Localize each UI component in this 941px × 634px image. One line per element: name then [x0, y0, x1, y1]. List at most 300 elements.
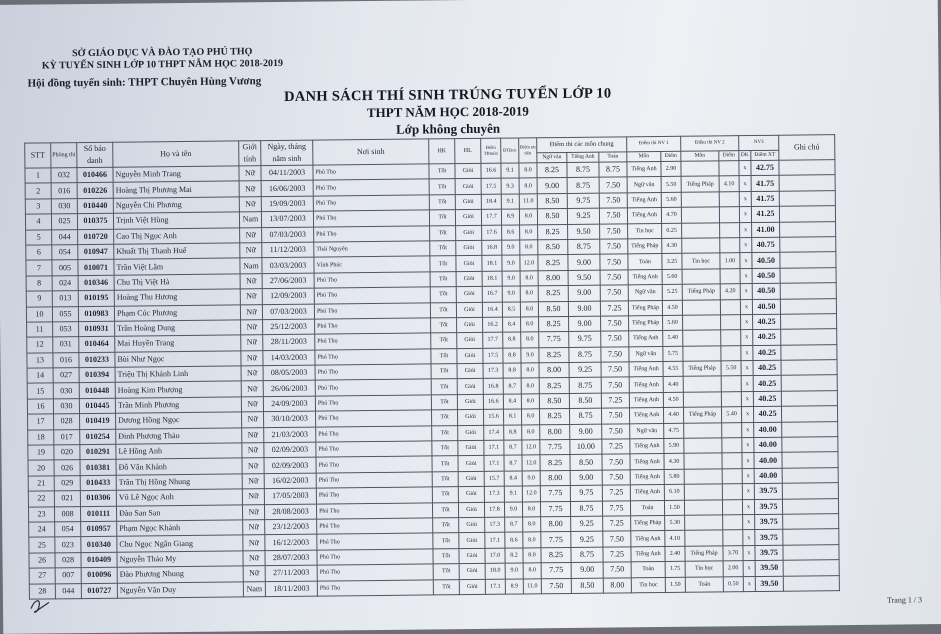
- nv1-subject-cell: Tiếng Anh: [629, 408, 663, 424]
- hl-cell: Giỏi: [457, 379, 483, 395]
- xt-cell: 39.75: [755, 530, 783, 546]
- gender-cell: Nữ: [240, 289, 262, 305]
- nv2-score-cell: 4.10: [719, 176, 739, 192]
- nv2-subject-cell: Tiếng Pháp: [685, 546, 723, 562]
- note-cell: [782, 421, 838, 437]
- nv1-score-cell: 4.40: [663, 408, 683, 424]
- hk-cell: Tốt: [429, 179, 455, 195]
- xt-cell: 40.75: [752, 237, 780, 253]
- stt-cell: 8: [26, 276, 52, 292]
- nv1-subject-cell: Tiếng Anh: [630, 469, 664, 485]
- nv2-score-cell: [721, 330, 741, 346]
- xt-cell: 40.00: [754, 453, 782, 469]
- room-cell: 030: [53, 398, 79, 414]
- eng-cell: 9.00: [568, 285, 600, 301]
- dob-cell: 12/09/2003: [262, 288, 314, 304]
- note-cell: [779, 175, 835, 191]
- tbcn-cell: 8.7: [503, 378, 521, 394]
- xt-cell: 39.75: [755, 514, 783, 530]
- col-math: Toán: [599, 152, 627, 162]
- stt-cell: 22: [28, 491, 54, 507]
- nv1-score-cell: 2.90: [661, 161, 681, 177]
- avg-cell: 17.3: [483, 363, 503, 379]
- note-cell: [779, 206, 835, 222]
- nv1-subject-cell: Tiếng Anh: [630, 485, 664, 501]
- stt-cell: 25: [29, 537, 55, 553]
- stt-cell: 21: [28, 476, 54, 492]
- table-body: [25, 160, 839, 599]
- bonus-cell: 8.0: [521, 317, 539, 333]
- xt-cell: 41.75: [751, 176, 779, 192]
- lit-cell: 7.75: [540, 486, 570, 502]
- name-cell: Trần Minh Phương: [115, 397, 241, 414]
- stt-cell: 24: [29, 522, 55, 538]
- sbd-cell: 010394: [79, 367, 115, 383]
- tbcn-cell: 8.8: [503, 363, 521, 379]
- avg-cell: 17.1: [485, 579, 505, 595]
- nv2-subject-cell: Tiếng Pháp: [683, 361, 721, 377]
- tbcn-cell: 8.6: [505, 532, 523, 548]
- gender-cell: Nữ: [239, 196, 261, 212]
- name-cell: Chu Thị Việt Hà: [114, 274, 240, 291]
- math-cell: 7.50: [601, 408, 629, 424]
- nv2-score-cell: [721, 392, 741, 408]
- nv2-score-cell: [722, 468, 742, 484]
- math-cell: 7.50: [601, 316, 629, 332]
- room-cell: 021: [54, 491, 80, 507]
- bonus-cell: 8.0: [519, 209, 537, 225]
- eng-cell: 9.50: [568, 270, 600, 286]
- nv2-score-cell: [723, 515, 743, 531]
- xt-cell: 40.50: [752, 253, 780, 269]
- eng-cell: 8.50: [569, 393, 601, 409]
- dk-cell: x: [741, 314, 753, 330]
- avg-cell: 15.6: [483, 409, 503, 425]
- dk-cell: x: [741, 407, 753, 423]
- sbd-cell: 010419: [80, 413, 116, 429]
- gender-cell: Nữ: [243, 550, 265, 566]
- xt-cell: 40.50: [752, 268, 780, 284]
- hk-cell: Tốt: [431, 364, 457, 380]
- xt-cell: 39.75: [754, 483, 782, 499]
- nv2-score-cell: [719, 207, 739, 223]
- name-cell: Khuất Thị Thanh Huế: [114, 243, 240, 260]
- nv2-score-cell: 5.40: [721, 407, 741, 423]
- name-cell: Dương Hồng Ngọc: [116, 412, 242, 429]
- nv1-subject-cell: Tiếng Pháp: [629, 315, 663, 331]
- avg-cell: 16.6: [483, 394, 503, 410]
- pob-cell: Phú Thọ: [316, 503, 432, 520]
- hl-cell: Giỏi: [458, 487, 484, 503]
- bonus-cell: 12.0: [522, 440, 540, 456]
- nv2-subject-cell: [681, 161, 719, 177]
- stt-cell: 11: [27, 322, 53, 338]
- dk-cell: x: [741, 391, 753, 407]
- nv1-score-cell: 4.75: [664, 423, 684, 439]
- hk-cell: Tốt: [430, 225, 456, 241]
- eng-cell: 8.75: [567, 178, 599, 194]
- bonus-cell: 9.0: [522, 471, 540, 487]
- eng-cell: 9.00: [570, 424, 602, 440]
- avg-cell: 18.1: [482, 271, 502, 287]
- avg-cell: 18.4: [481, 194, 501, 210]
- room-cell: 023: [55, 537, 81, 553]
- note-cell: [783, 529, 839, 545]
- xt-cell: 40.50: [752, 283, 780, 299]
- tbcn-cell: 9.0: [504, 502, 522, 518]
- room-cell: 007: [55, 568, 81, 584]
- org-name: SỞ GIÁO DỤC VÀ ĐÀO TẠO PHÚ THỌ: [72, 46, 253, 60]
- avg-cell: 17.8: [484, 502, 504, 518]
- nv2-subject-cell: [684, 484, 722, 500]
- nv2-score-cell: 0.50: [723, 576, 743, 592]
- nv2-subject-cell: Tin học: [682, 253, 720, 269]
- name-cell: Phạm Cúc Phương: [114, 304, 240, 321]
- sbd-cell: 010433: [80, 475, 116, 491]
- bonus-cell: 8.0: [523, 563, 541, 579]
- note-cell: [781, 375, 837, 391]
- room-cell: 030: [51, 198, 77, 214]
- tbcn-cell: 8.1: [503, 409, 521, 425]
- math-cell: 7.25: [600, 300, 628, 316]
- eng-cell: 9.00: [569, 316, 601, 332]
- dob-cell: 19/09/2003: [261, 196, 313, 212]
- name-cell: Trần Hoàng Dung: [115, 320, 241, 337]
- gender-cell: Nữ: [241, 350, 263, 366]
- dob-cell: 17/05/2003: [264, 488, 316, 504]
- nv1-subject-cell: Ngữ văn: [628, 285, 662, 301]
- lit-cell: 8.00: [540, 470, 570, 486]
- col-nv1-subject: Môn: [627, 152, 661, 162]
- nv1-score-cell: 4.10: [665, 531, 685, 547]
- lit-cell: 8.25: [540, 455, 570, 471]
- bonus-cell: 8.0: [522, 424, 540, 440]
- xt-cell: 41.25: [751, 206, 779, 222]
- sbd-cell: 010291: [80, 444, 116, 460]
- col-sbd: Số báo danh: [77, 142, 113, 167]
- gender-cell: Nữ: [242, 504, 264, 520]
- hl-cell: Giỏi: [455, 194, 481, 210]
- pob-cell: Phú Thọ: [314, 302, 430, 319]
- nv1-score-cell: 2.40: [665, 546, 685, 562]
- nv1-subject-cell: Ngữ văn: [627, 177, 661, 193]
- stt-cell: 4: [25, 214, 51, 230]
- stt-cell: 15: [27, 383, 53, 399]
- sbd-cell: 010226: [77, 183, 113, 199]
- gender-cell: Nữ: [243, 520, 265, 536]
- nv1-score-cell: 1.50: [664, 500, 684, 516]
- nv1-subject-cell: Ngữ văn: [629, 346, 663, 362]
- sbd-cell: 010409: [81, 552, 117, 568]
- gender-cell: Nữ: [239, 166, 261, 182]
- math-cell: 7.50: [600, 254, 628, 270]
- eng-cell: 8.75: [568, 239, 600, 255]
- document-title: DANH SÁCH THÍ SINH TRÚNG TUYỂN LỚP 10: [283, 85, 612, 105]
- hk-cell: Tốt: [430, 256, 456, 272]
- avg-cell: 17.3: [484, 486, 504, 502]
- sbd-cell: 010957: [81, 521, 117, 537]
- nv2-subject-cell: [681, 207, 719, 223]
- council-name: Hội đồng tuyển sinh: THPT Chuyên Hùng Vương: [27, 75, 262, 90]
- tbcn-cell: 8.8: [504, 425, 522, 441]
- dob-cell: 16/06/2003: [261, 181, 313, 197]
- tbcn-cell: 9.0: [505, 563, 523, 579]
- gender-cell: Nữ: [242, 412, 264, 428]
- avg-cell: 15.7: [484, 471, 504, 487]
- tbcn-cell: 8.9: [501, 209, 519, 225]
- name-cell: Cao Thị Ngọc Anh: [114, 227, 240, 244]
- avg-cell: 17.1: [484, 456, 504, 472]
- bonus-cell: 8.0: [523, 532, 541, 548]
- tbcn-cell: 8.7: [505, 517, 523, 533]
- nv2-subject-cell: [681, 192, 719, 208]
- col-nv2-score: Điểm: [719, 151, 739, 161]
- nv2-score-cell: [719, 191, 739, 207]
- sbd-cell: 010381: [80, 460, 116, 476]
- pob-cell: Phú Thọ: [316, 441, 432, 458]
- room-cell: 054: [55, 522, 81, 538]
- avg-cell: 17.4: [484, 425, 504, 441]
- math-cell: 8.00: [603, 577, 631, 593]
- hl-cell: Giỏi: [458, 471, 484, 487]
- nv1-subject-cell: Tiếng Pháp: [631, 515, 665, 531]
- avg-cell: 17.0: [485, 548, 505, 564]
- tbcn-cell: 8.4: [503, 317, 521, 333]
- bonus-cell: 8.0: [519, 178, 537, 194]
- name-cell: Hoàng Thu Hương: [114, 289, 240, 306]
- xt-cell: 41.00: [752, 222, 780, 238]
- eng-cell: 9.25: [571, 532, 603, 548]
- note-cell: [782, 437, 838, 453]
- pob-cell: Phú Thọ: [315, 333, 431, 350]
- lit-cell: 8.25: [541, 547, 571, 563]
- hk-cell: Tốt: [431, 348, 457, 364]
- stt-cell: 16: [27, 399, 53, 415]
- note-cell: [780, 298, 836, 314]
- tbcn-cell: 8.4: [503, 394, 521, 410]
- hk-cell: Tốt: [432, 471, 458, 487]
- gender-cell: Nữ: [239, 181, 261, 197]
- col-dk: ĐK: [739, 151, 751, 161]
- math-cell: 7.50: [601, 362, 629, 378]
- lit-cell: 8.50: [538, 239, 568, 255]
- nv2-subject-cell: [684, 438, 722, 454]
- hk-cell: Tốt: [433, 579, 459, 595]
- pob-cell: Phú Thọ: [314, 272, 430, 289]
- hl-cell: Giỏi: [457, 333, 483, 349]
- nv1-score-cell: 4.50: [662, 300, 682, 316]
- nv1-subject-cell: Tiếng Anh: [631, 531, 665, 547]
- note-cell: [783, 575, 839, 591]
- bonus-cell: 8.0: [521, 332, 539, 348]
- hl-cell: Giỏi: [458, 502, 484, 518]
- lit-cell: 7.75: [541, 563, 571, 579]
- dob-cell: 24/09/2003: [263, 396, 315, 412]
- nv2-subject-cell: Tiếng Pháp: [683, 407, 721, 423]
- dk-cell: x: [740, 253, 752, 269]
- stt-cell: 12: [27, 337, 53, 353]
- pob-cell: Phú Thọ: [316, 487, 432, 504]
- nv1-score-cell: 5.75: [663, 346, 683, 362]
- pob-cell: Phú Thọ: [317, 564, 433, 581]
- nv1-subject-cell: Toán: [628, 254, 662, 270]
- room-cell: 013: [52, 291, 78, 307]
- room-cell: 032: [51, 168, 77, 184]
- xt-cell: 40.25: [753, 406, 781, 422]
- stt-cell: 10: [26, 306, 52, 322]
- name-cell: Đỗ Vân Khánh: [116, 458, 242, 475]
- col-eng: Tiếng Anh: [567, 153, 599, 163]
- hk-cell: Tốt: [431, 410, 457, 426]
- nv2-subject-cell: Tiếng Pháp: [681, 176, 719, 192]
- pob-cell: Phú Thọ: [315, 379, 431, 396]
- avg-cell: 17.1: [484, 440, 504, 456]
- dob-cell: 04/11/2003: [261, 165, 313, 181]
- col-lit: Ngữ văn: [537, 153, 567, 163]
- pob-cell: Phú Thọ: [315, 364, 431, 381]
- col-pob: Nơi sinh: [313, 139, 429, 165]
- nv2-subject-cell: [683, 315, 721, 331]
- xt-cell: 39.75: [755, 545, 783, 561]
- bonus-cell: 8.0: [520, 301, 538, 317]
- nv2-score-cell: 5.50: [721, 361, 741, 377]
- xt-cell: 40.25: [753, 376, 781, 392]
- pob-cell: Phú Thọ: [315, 349, 431, 366]
- lit-cell: 8.50: [538, 301, 568, 317]
- sbd-cell: 010346: [78, 275, 114, 291]
- room-cell: 031: [53, 337, 79, 353]
- room-cell: 053: [53, 322, 79, 338]
- dob-cell: 13/07/2003: [261, 211, 313, 227]
- sbd-cell: 010464: [79, 337, 115, 353]
- note-cell: [779, 160, 835, 176]
- tbcn-cell: 8.7: [504, 440, 522, 456]
- note-cell: [783, 544, 839, 560]
- math-cell: 7.25: [602, 439, 630, 455]
- nv1-subject-cell: Tin học: [628, 223, 662, 239]
- nv2-subject-cell: [682, 269, 720, 285]
- dk-cell: x: [742, 468, 754, 484]
- lit-cell: 8.25: [538, 286, 568, 302]
- room-cell: 016: [53, 352, 79, 368]
- col-nv2: Điểm thi NV 2: [681, 136, 739, 152]
- col-stt: STT: [25, 143, 51, 168]
- avg-cell: 18.0: [485, 563, 505, 579]
- nv2-score-cell: 2.00: [723, 561, 743, 577]
- tbcn-cell: 9.0: [502, 271, 520, 287]
- sbd-cell: 010931: [79, 321, 115, 337]
- gender-cell: Nữ: [240, 273, 262, 289]
- pob-cell: Phú Thọ: [316, 472, 432, 489]
- sbd-cell: 010195: [78, 290, 114, 306]
- bonus-cell: 8.0: [523, 548, 541, 564]
- nv2-score-cell: [722, 484, 742, 500]
- nv1-score-cell: 5.60: [663, 315, 683, 331]
- pob-cell: Phú Thọ: [316, 410, 432, 427]
- nv1-score-cell: 5.30: [665, 515, 685, 531]
- hl-cell: Giỏi: [456, 271, 482, 287]
- hl-cell: Giỏi: [459, 579, 485, 595]
- tbcn-cell: 8.8: [503, 332, 521, 348]
- dob-cell: 18/11/2003: [265, 581, 317, 597]
- hl-cell: Giỏi: [458, 425, 484, 441]
- pob-cell: Phú Thọ: [317, 579, 433, 596]
- dk-cell: x: [742, 499, 754, 515]
- nv1-score-cell: 1.50: [665, 577, 685, 593]
- stt-cell: 7: [26, 260, 52, 276]
- nv1-score-cell: 1.75: [665, 561, 685, 577]
- math-cell: 7.50: [601, 331, 629, 347]
- avg-cell: 16.4: [482, 302, 502, 318]
- pob-cell: Phú Thọ: [317, 518, 433, 535]
- hl-cell: Giỏi: [457, 363, 483, 379]
- pob-cell: Phú Thọ: [314, 225, 430, 242]
- nv1-subject-cell: Tiếng Anh: [629, 392, 663, 408]
- lit-cell: 7.75: [540, 501, 570, 517]
- xt-cell: 39.50: [755, 576, 783, 592]
- bonus-cell: 8.0: [522, 501, 540, 517]
- gender-cell: Nữ: [241, 320, 263, 336]
- sbd-cell: 010375: [77, 213, 113, 229]
- lit-cell: 8.25: [538, 224, 568, 240]
- sbd-cell: 010983: [78, 306, 114, 322]
- sbd-cell: 010466: [77, 167, 113, 183]
- dob-cell: 02/09/2003: [264, 442, 316, 458]
- room-cell: 028: [55, 552, 81, 568]
- nv2-score-cell: [723, 530, 743, 546]
- nv2-score-cell: [719, 161, 739, 177]
- name-cell: Triệu Thị Khánh Linh: [115, 366, 241, 383]
- hl-cell: Giỏi: [459, 548, 485, 564]
- avg-cell: 16.7: [482, 286, 502, 302]
- eng-cell: 8.75: [569, 408, 601, 424]
- name-cell: Mai Huyền Trang: [115, 335, 241, 352]
- eng-cell: 10.00: [570, 439, 602, 455]
- hk-cell: Tốt: [429, 194, 455, 210]
- dk-cell: x: [741, 361, 753, 377]
- dk-cell: x: [741, 330, 753, 346]
- dk-cell: x: [740, 268, 752, 284]
- nv1-subject-cell: Tiếng Anh: [629, 362, 663, 378]
- hk-cell: Tốt: [430, 241, 456, 257]
- nv1-subject-cell: Tiếng Anh: [628, 269, 662, 285]
- name-cell: Vũ Lê Ngọc Anh: [116, 489, 242, 506]
- dob-cell: 30/10/2003: [264, 411, 316, 427]
- nv2-score-cell: [722, 499, 742, 515]
- note-cell: [780, 237, 836, 253]
- col-name: Họ và tên: [113, 141, 239, 167]
- nv2-subject-cell: [682, 238, 720, 254]
- hk-cell: Tốt: [433, 564, 459, 580]
- stt-cell: 13: [27, 353, 53, 369]
- gender-cell: Nữ: [242, 458, 264, 474]
- xt-cell: 41.75: [751, 191, 779, 207]
- col-tbcn: ĐTBcn: [501, 138, 519, 163]
- gender-cell: Nữ: [240, 227, 262, 243]
- dk-cell: x: [740, 238, 752, 254]
- bonus-cell: 11.0: [523, 578, 541, 594]
- math-cell: 7.50: [602, 423, 630, 439]
- tbcn-cell: 8.4: [504, 471, 522, 487]
- bonus-cell: 8.0: [521, 378, 539, 394]
- eng-cell: 8.75: [570, 501, 602, 517]
- hk-cell: Tốt: [430, 271, 456, 287]
- gender-cell: Nam: [240, 258, 262, 274]
- dob-cell: 28/08/2003: [264, 504, 316, 520]
- bonus-cell: 8.0: [523, 517, 541, 533]
- col-nv1-score: Điểm: [661, 152, 681, 162]
- eng-cell: 8.75: [571, 547, 603, 563]
